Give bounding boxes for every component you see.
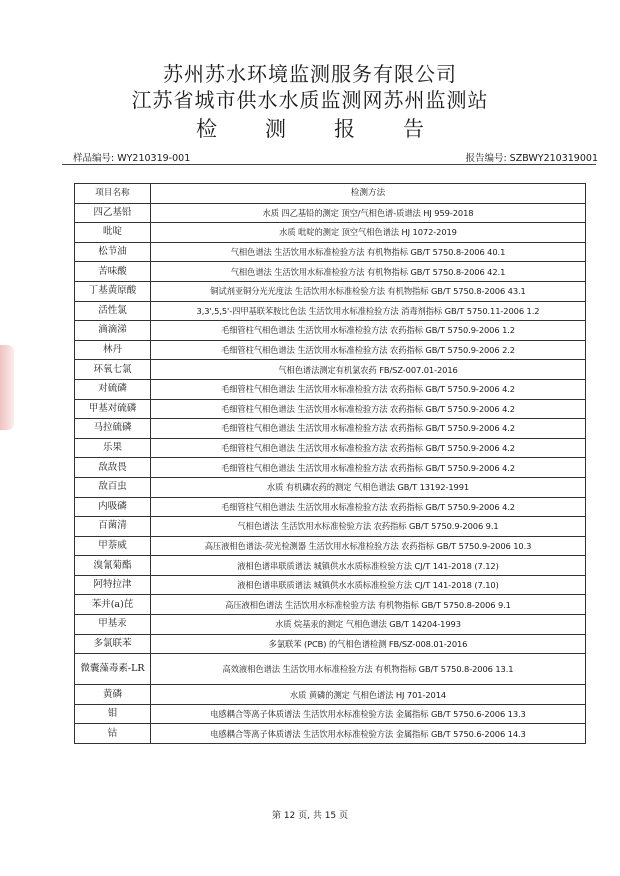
table-row xyxy=(75,203,586,223)
method-cell: 液相色谱串联质谱法 城镇供水水质标准检验方法 CJ/T 141-2018 (7.10) xyxy=(151,575,586,595)
item-name-cell: 马拉硫磷 xyxy=(75,419,151,439)
method-cell: 水质 吡啶的测定 顶空气相色谱法 HJ 1072-2019 xyxy=(151,223,586,243)
item-name-cell: 微囊藻毒素-LR xyxy=(75,654,151,685)
item-name-cell: 内吸磷 xyxy=(75,497,151,517)
method-cell: 水质 有机磷农药的测定 气相色谱法 GB/T 13192-1991 xyxy=(151,477,586,497)
item-name-cell: 黄磷 xyxy=(75,685,151,705)
table-row xyxy=(75,223,586,243)
item-name-cell: 多氯联苯 xyxy=(75,634,151,654)
table-row xyxy=(75,477,586,497)
method-cell: 水质 四乙基铅的测定 顶空/气相色谱-质谱法 HJ 959-2018 xyxy=(151,203,586,223)
method-cell: 电感耦合等离子体质谱法 生活饮用水标准检验方法 金属指标 GB/T 5750.6-2006 14.3 xyxy=(151,724,586,744)
method-cell: 气相色谱法测定有机氯农药 FB/SZ-007.01-2016 xyxy=(151,360,586,380)
table-row xyxy=(75,654,586,685)
table-row xyxy=(75,438,586,458)
method-cell: 液相色谱串联质谱法 城镇供水水质标准检验方法 CJ/T 141-2018 (7.12) xyxy=(151,556,586,576)
report-number: 报告编号: SZBWY210319001 xyxy=(465,153,598,164)
item-name-cell: 林丹 xyxy=(75,340,151,360)
item-name-cell: 苦味酸 xyxy=(75,262,151,282)
method-cell: 毛细管柱气相色谱法 生活饮用水标准检验方法 农药指标 GB/T 5750.9-2006 2.2 xyxy=(151,340,586,360)
table-row xyxy=(75,379,586,399)
method-cell: 毛细管柱气相色谱法 生活饮用水标准检验方法 农药指标 GB/T 5750.9-2006 4.2 xyxy=(151,497,586,517)
table-row xyxy=(75,556,586,576)
method-cell: 毛细管柱气相色谱法 生活饮用水标准检验方法 农药指标 GB/T 5750.9-2006 4.2 xyxy=(151,399,586,419)
test-methods-table xyxy=(74,183,586,744)
table-header-row xyxy=(75,184,586,204)
sample-number: 样品编号: WY210319-001 xyxy=(73,153,191,164)
method-cell: 气相色谱法 生活饮用水标准检验方法 有机物指标 GB/T 5750.8-2006 40.1 xyxy=(151,242,586,262)
item-name-cell: 钼 xyxy=(75,704,151,724)
item-name-cell: 四乙基铅 xyxy=(75,203,151,223)
item-name-cell: 吡啶 xyxy=(75,223,151,243)
method-cell: 毛细管柱气相色谱法 生活饮用水标准检验方法 农药指标 GB/T 5750.9-2006 4.2 xyxy=(151,438,586,458)
method-cell: 气相色谱法 生活饮用水标准检验方法 农药指标 GB/T 5750.9-2006 9.1 xyxy=(151,517,586,537)
header-divider xyxy=(62,164,596,165)
table-row xyxy=(75,595,586,615)
monitoring-station-name: 江苏省城市供水水质监测网苏州监测站 xyxy=(131,88,489,112)
table-row xyxy=(75,242,586,262)
table-row xyxy=(75,321,586,341)
table-row xyxy=(75,262,586,282)
table-row xyxy=(75,704,586,724)
table-row xyxy=(75,399,586,419)
table-row xyxy=(75,458,586,478)
table-row xyxy=(75,340,586,360)
item-name-cell: 甲基汞 xyxy=(75,615,151,635)
column-header-item: 项目名称 xyxy=(75,184,151,204)
method-cell: 高效液相色谱法 生活饮用水标准检验方法 有机物指标 GB/T 5750.8-2006 13.1 xyxy=(151,654,586,685)
item-name-cell: 松节油 xyxy=(75,242,151,262)
item-name-cell: 环氧七氯 xyxy=(75,360,151,380)
method-cell: 毛细管柱气相色谱法 生活饮用水标准检验方法 农药指标 GB/T 5750.9-2006 4.2 xyxy=(151,419,586,439)
item-name-cell: 乐果 xyxy=(75,438,151,458)
page-number: 第 12 页, 共 15 页 xyxy=(271,811,349,821)
column-header-method: 检测方法 xyxy=(151,184,586,204)
method-cell: 多氯联苯 (PCB) 的气相色谱检测 FB/SZ-008.01-2016 xyxy=(151,634,586,654)
seal-stamp-edge xyxy=(0,345,14,430)
item-name-cell: 丁基黄原酸 xyxy=(75,281,151,301)
method-cell: 铜试剂亚铜分光光度法 生活饮用水标准检验方法 有机物指标 GB/T 5750.8-2006 43.1 xyxy=(151,281,586,301)
table-row xyxy=(75,685,586,705)
method-cell: 毛细管柱气相色谱法 生活饮用水标准检验方法 农药指标 GB/T 5750.9-2006 1.2 xyxy=(151,321,586,341)
method-cell: 水质 黄磷的测定 气相色谱法 HJ 701-2014 xyxy=(151,685,586,705)
item-name-cell: 溴氰菊酯 xyxy=(75,556,151,576)
table-row xyxy=(75,517,586,537)
item-name-cell: 阿特拉津 xyxy=(75,575,151,595)
method-cell: 3,3',5,5'-四甲基联苯胺比色法 生活饮用水标准检验方法 消毒剂指标 GB/T 5750.11-2006 1.2 xyxy=(151,301,586,321)
item-name-cell: 敌百虫 xyxy=(75,477,151,497)
table-row xyxy=(75,281,586,301)
item-name-cell: 百菌清 xyxy=(75,517,151,537)
method-cell: 毛细管柱气相色谱法 生活饮用水标准检验方法 农药指标 GB/T 5750.9-2006 4.2 xyxy=(151,458,586,478)
method-cell: 水质 烷基汞的测定 气相色谱法 GB/T 14204-1993 xyxy=(151,615,586,635)
item-name-cell: 敌敌畏 xyxy=(75,458,151,478)
organization-name: 苏州苏水环境监测服务有限公司 xyxy=(163,62,457,86)
item-name-cell: 苯并(a)芘 xyxy=(75,595,151,615)
item-name-cell: 活性氯 xyxy=(75,301,151,321)
table-row xyxy=(75,634,586,654)
table-row xyxy=(75,575,586,595)
table-row xyxy=(75,615,586,635)
table-row xyxy=(75,419,586,439)
item-name-cell: 钴 xyxy=(75,724,151,744)
method-cell: 气相色谱法 生活饮用水标准检验方法 有机物指标 GB/T 5750.8-2006 42.1 xyxy=(151,262,586,282)
item-name-cell: 甲基对硫磷 xyxy=(75,399,151,419)
method-cell: 电感耦合等离子体质谱法 生活饮用水标准检验方法 金属指标 GB/T 5750.6-2006 13.3 xyxy=(151,704,586,724)
table-row xyxy=(75,536,586,556)
method-cell: 高压液相色谱法-荧光检测器 生活饮用水标准检验方法 农药指标 GB/T 5750.9-2006 10.3 xyxy=(151,536,586,556)
table-row xyxy=(75,301,586,321)
table-row xyxy=(75,497,586,517)
table-row xyxy=(75,724,586,744)
document-title: 检测报告 xyxy=(196,117,472,141)
item-name-cell: 滴滴涕 xyxy=(75,321,151,341)
method-cell: 高压液相色谱法 生活饮用水标准检验方法 有机物指标 GB/T 5750.8-2006 9.1 xyxy=(151,595,586,615)
item-name-cell: 对硫磷 xyxy=(75,379,151,399)
method-cell: 毛细管柱气相色谱法 生活饮用水标准检验方法 农药指标 GB/T 5750.9-2006 4.2 xyxy=(151,379,586,399)
item-name-cell: 甲萘威 xyxy=(75,536,151,556)
table-row xyxy=(75,360,586,380)
